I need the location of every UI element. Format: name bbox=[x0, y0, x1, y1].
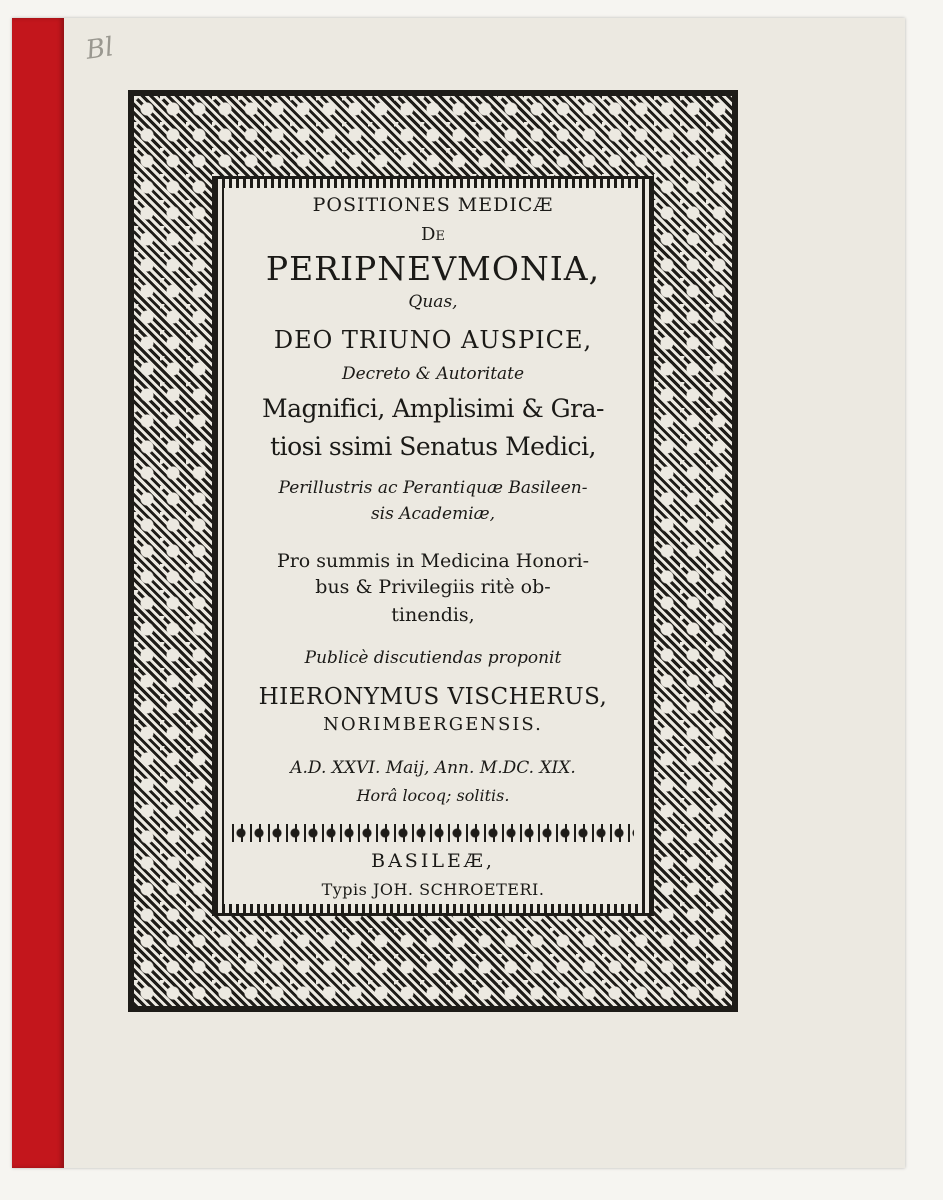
title-page-text bbox=[224, 188, 642, 904]
heading-de: De bbox=[421, 224, 445, 245]
place-time-line: Horâ locoq; solitis. bbox=[356, 786, 510, 805]
date-line: A.D. XXVI. Maij, Ann. M.DC. XIX. bbox=[290, 758, 576, 778]
academy-line-2: sis Academiæ, bbox=[370, 504, 496, 524]
invocation-line: DEO TRIUNO AUSPICE, bbox=[273, 326, 593, 354]
honors-line-1: Pro summis in Medicina Honori- bbox=[276, 550, 590, 572]
main-title: PERIPNEVMONIA, bbox=[265, 249, 601, 288]
text-quas: Quas, bbox=[408, 292, 458, 312]
senate-line-2: tiosi ssimi Senatus Medici, bbox=[270, 432, 596, 461]
red-binding-spine bbox=[12, 18, 64, 1168]
author-origin: NORIMBERGENSIS. bbox=[323, 714, 543, 735]
ornamental-divider bbox=[232, 824, 634, 842]
imprint-printer: Typis JOH. SCHROETERI. bbox=[321, 880, 545, 899]
heading-positiones: POSITIONES MEDICÆ bbox=[312, 194, 554, 216]
pencil-annotation: Bl bbox=[84, 32, 116, 66]
author-name: HIERONYMUS VISCHERUS, bbox=[258, 684, 608, 710]
proponit-line: Publicè discutiendas proponit bbox=[304, 648, 562, 668]
honors-line-2: bus & Privilegiis ritè ob- bbox=[315, 576, 551, 598]
academy-line-1: Perillustris ac Perantiquæ Basileen- bbox=[278, 478, 588, 498]
imprint-place: BASILEÆ, bbox=[371, 850, 495, 872]
senate-line-1: Magnifici, Amplisimi & Gra- bbox=[262, 394, 604, 423]
honors-line-3: tinendis, bbox=[391, 604, 475, 626]
decree-line: Decreto & Autoritate bbox=[341, 364, 525, 384]
